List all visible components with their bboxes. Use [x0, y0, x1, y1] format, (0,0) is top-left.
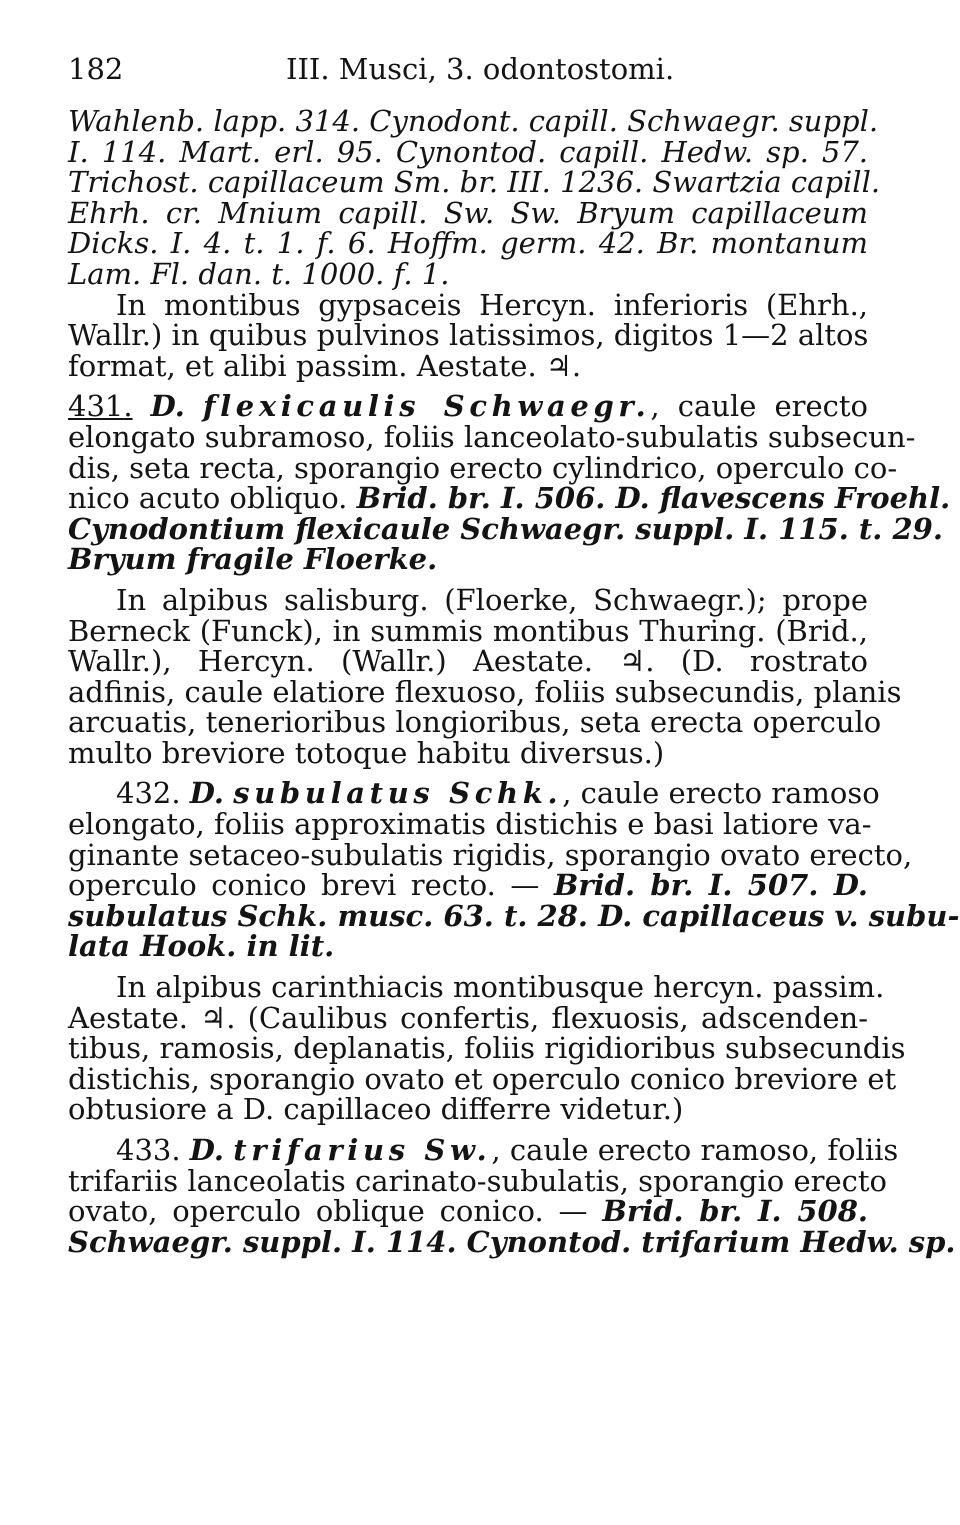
text-line: Wallr.) in quibus pulvinos latissimos, digitos 1—2 altos [68, 318, 869, 353]
text-line: Wahlenb. lapp. 314. Cynodont. capill. Schwaegr. suppl. [68, 104, 879, 138]
synonymy-continued [68, 104, 881, 291]
description-text: , caule erecto ramoso, foliis [491, 1133, 899, 1167]
description-text: , caule erecto [650, 389, 869, 424]
text-span: nico acuto obliquo. [68, 481, 348, 516]
text-line: ginante setaceo-subulatis rigidis, sporangio ovato erecto, [68, 837, 913, 872]
genus-abbrev: D. [189, 1133, 225, 1167]
text-line: obtusiore a D. capillaceo differre videtur.) [68, 1092, 684, 1127]
synonym-line: Cynodontium flexicaule Schwaegr. suppl. I. 115. t. 29. [68, 511, 943, 546]
text-line: Lam. Fl. dan. t. 1000. f. 1. [68, 256, 450, 291]
text-span: operculo conico brevi recto. — [68, 868, 540, 903]
text-span: ovato, operculo oblique conico. — [68, 1194, 588, 1229]
text-line: dis, seta recta, sporangio erecto cylindrico, operculo co- [68, 450, 898, 485]
running-title: III. Musci, 3. odontostomi. [286, 52, 675, 86]
running-header [68, 52, 868, 92]
synonym-line: Schwaegr. suppl. I. 114. Cynontod. trifarium Hedw. sp. [68, 1224, 956, 1259]
text-line: tibus, ramosis, deplanatis, foliis rigidioribus subsecundis [68, 1031, 906, 1066]
genus-abbrev: D. [189, 776, 225, 811]
text-line [68, 870, 868, 901]
text-line: In alpibus salisburg. (Floerke, Schwaegr.); prope [116, 582, 868, 617]
entry-heading [68, 1133, 899, 1167]
text-line [68, 481, 951, 516]
text-line: Berneck (Funck), in summis montibus Thuring. (Brid., [68, 613, 868, 648]
text-line: In alpibus carinthiacis montibusque hercyn. passim. [116, 970, 885, 1005]
text-line: arcuatis, tenerioribus longioribus, seta erecta operculo [68, 705, 882, 740]
text-line [68, 1196, 868, 1227]
citation: Brid. br. I. 507. D. [553, 868, 869, 903]
synonym-line: subulatus Schk. musc. 63. t. 28. D. capillaceus v. subu- [68, 898, 960, 933]
text-line: trifariis lanceolatis carinato-subulatis, sporangio erecto [68, 1163, 887, 1198]
text-line: Ehrh. cr. Mnium capill. Sw. Sw. Bryum capillaceum [68, 195, 868, 230]
habitat-paragraph [68, 287, 869, 383]
text-line: Dicks. I. 4. t. 1. f. 6. Hoffm. germ. 42. Br. montanum [68, 226, 868, 261]
page-body [68, 104, 960, 1259]
text-line: elongato subramoso, foliis lanceolato-subulatis subsecun- [68, 419, 916, 454]
species-name: subulatus Schk. [233, 776, 563, 811]
text-line: elongato, foliis approximatis distichis e basi latiore va- [68, 807, 872, 842]
entry-heading [68, 776, 880, 811]
synonym-line: lata Hook. in lit. [68, 929, 335, 964]
text-line: Aestate. ♃. (Caulibus confertis, flexuosis, adscenden- [68, 1000, 868, 1035]
genus-abbrev: D. [150, 389, 185, 424]
entry-number: 431. [68, 389, 133, 424]
species-name: trifarius Sw. [233, 1133, 492, 1167]
text-line: adfinis, caule elatiore flexuoso, foliis subsecundis, planis [68, 674, 902, 709]
entry-432 [68, 776, 960, 1127]
text-line: I. 114. Mart. erl. 95. Cynontod. capill. Hedw. sp. 57. [68, 134, 868, 169]
entry-number: 433. [116, 1133, 181, 1167]
page-number: 182 [68, 52, 124, 86]
text-line: Wallr.), Hercyn. (Wallr.) Aestate. ♃. (D. rostrato [68, 644, 868, 679]
text-line: format, et alibi passim. Aestate. ♃. [68, 348, 582, 383]
entry-heading [68, 391, 868, 422]
synonym-line: Bryum fragile Floerke. [68, 542, 438, 577]
entry-433 [68, 1133, 956, 1259]
description-text: , caule erecto ramoso [562, 776, 880, 811]
citation: Brid. br. I. 506. D. flavescens Froehl. [356, 481, 951, 516]
text-line: multo breviore totoque habitu diversus.) [68, 735, 665, 770]
text-line: distichis, sporangio ovato et operculo conico breviore et [68, 1061, 897, 1096]
species-name: flexicaulis Schwaegr. [202, 389, 651, 424]
entry-431 [68, 389, 951, 770]
citation: Brid. br. I. 508. [602, 1194, 868, 1229]
text-line: In montibus gypsaceis Hercyn. inferioris (Ehrh., [116, 287, 868, 322]
text-line: Trichost. capillaceum Sm. br. III. 1236. Swartzia capill. [68, 165, 881, 200]
entry-number: 432. [116, 776, 181, 811]
